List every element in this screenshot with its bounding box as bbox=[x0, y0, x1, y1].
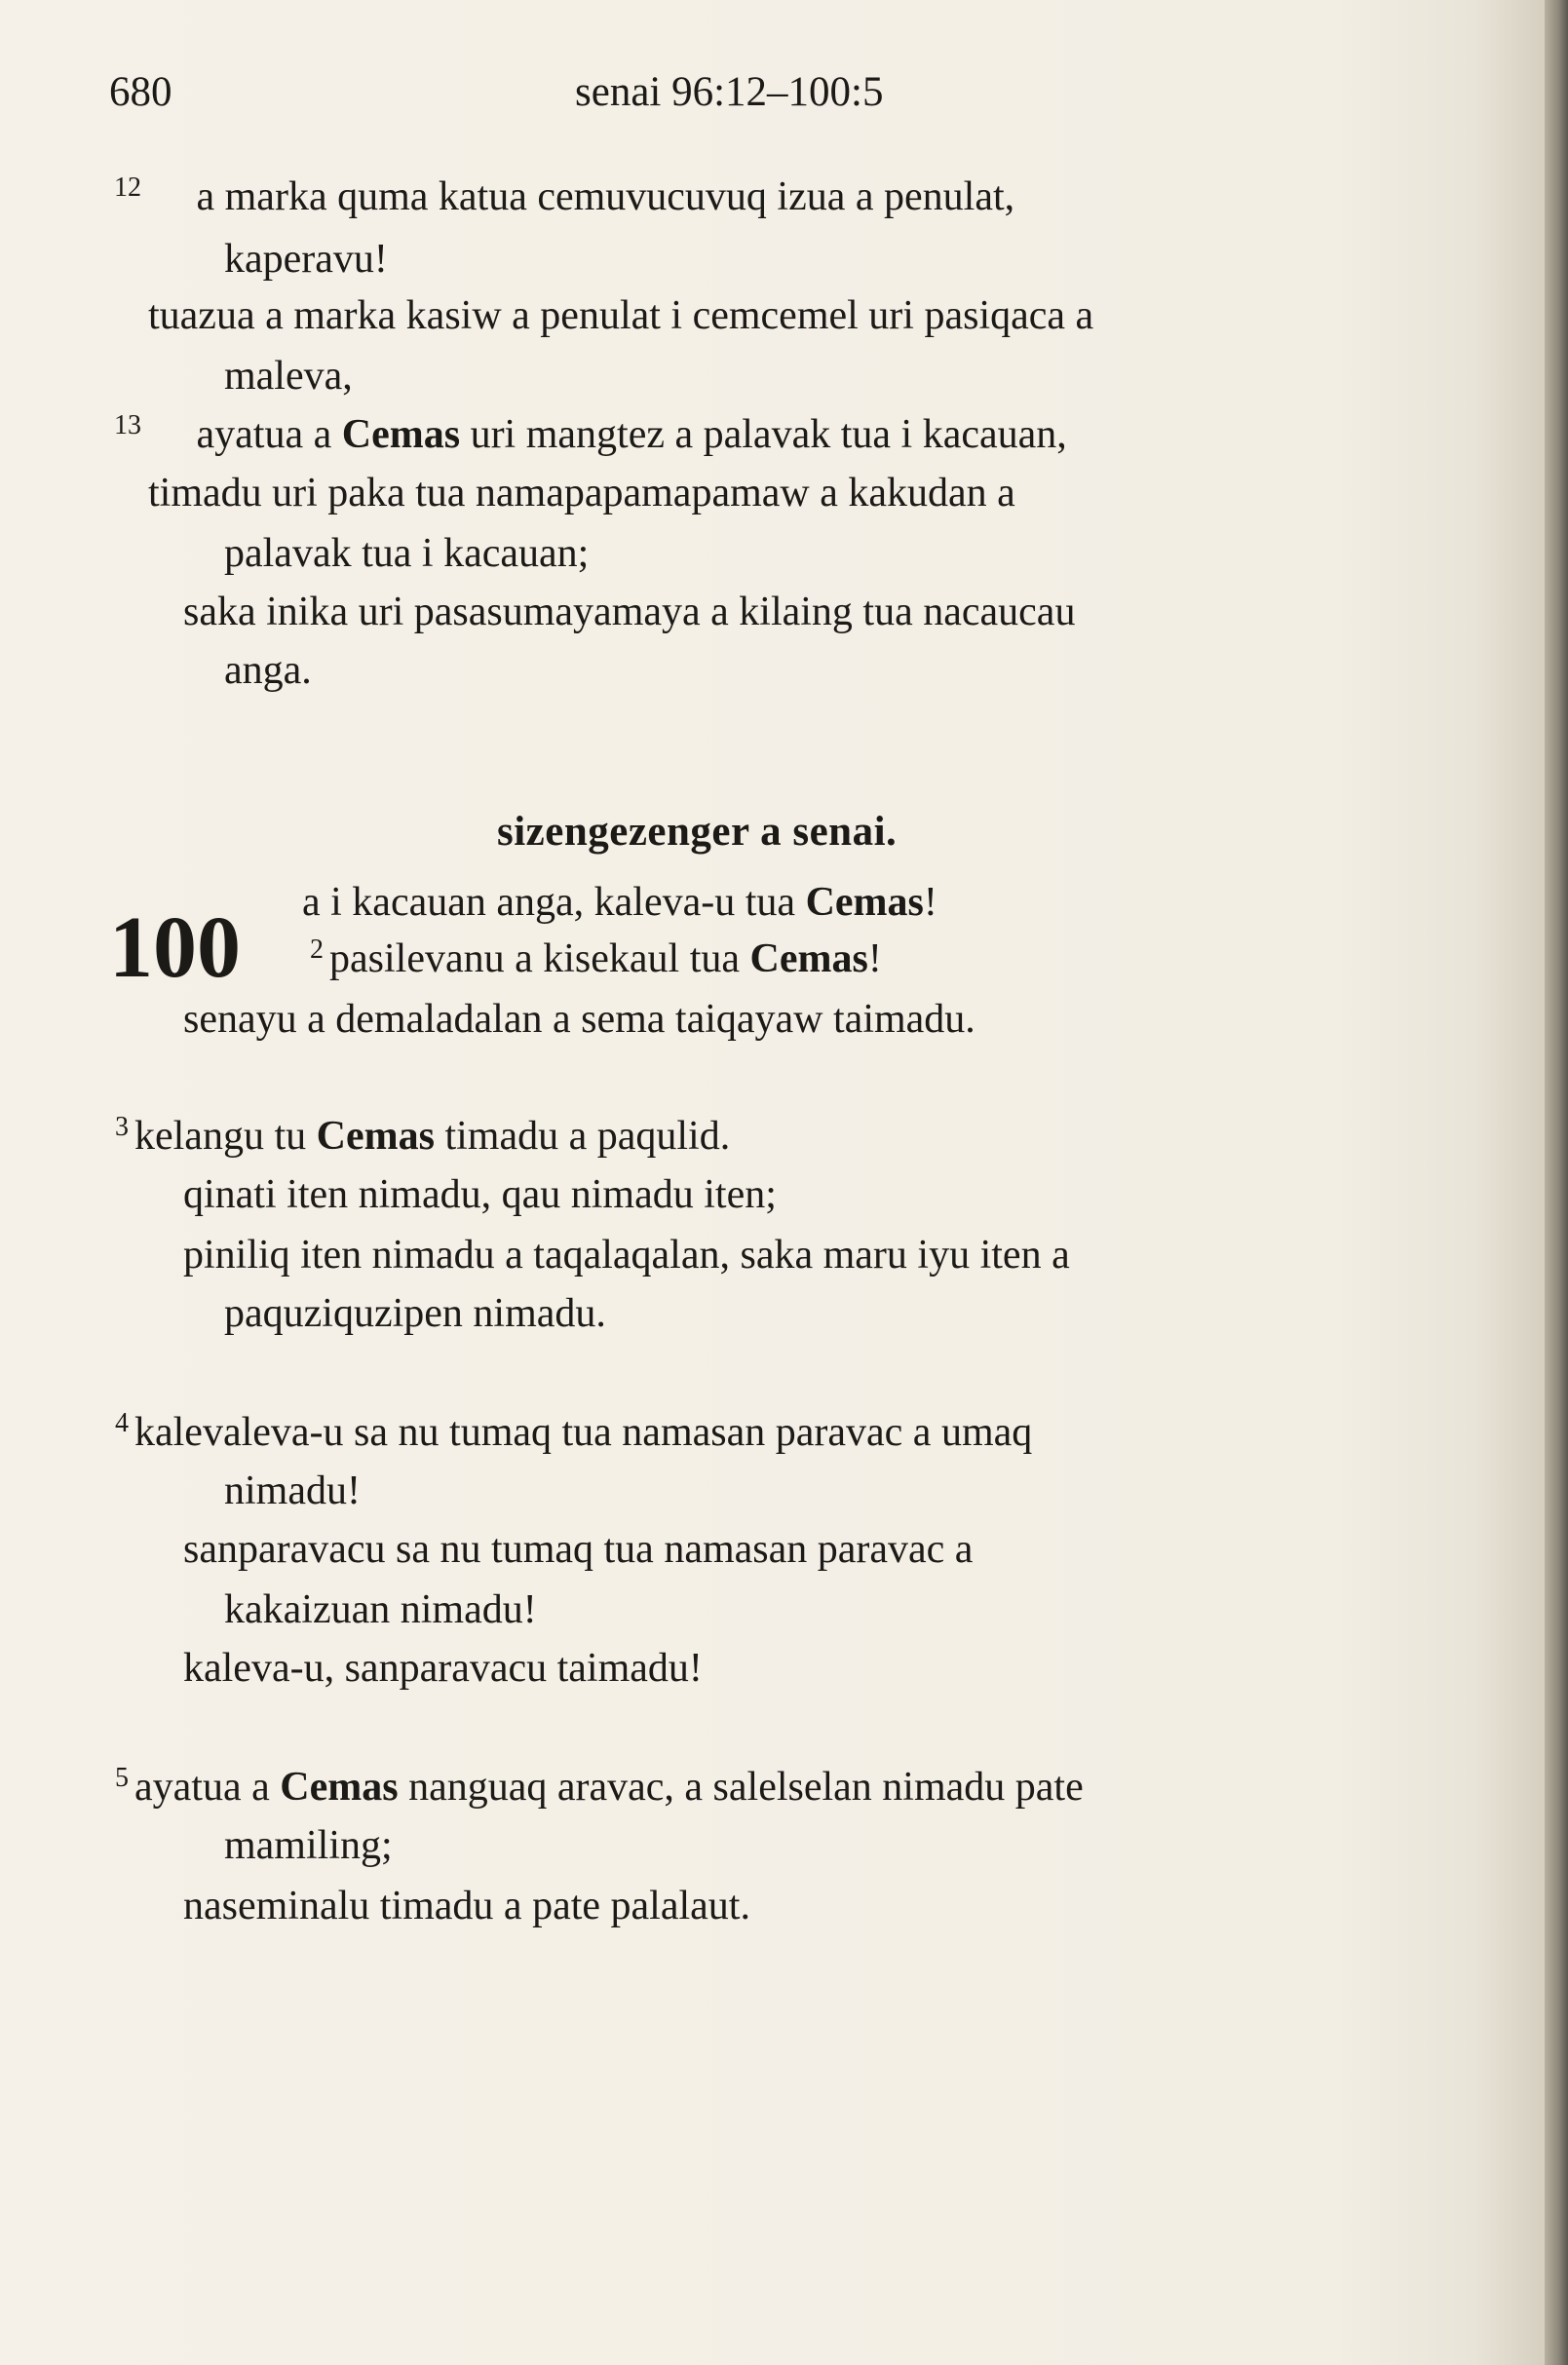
verse-13-line-1: $^{13}$ ayatua a Cemas uri mangtez a palavak tua i kacauan, bbox=[114, 410, 1067, 457]
show-through-text bbox=[107, 146, 1452, 2290]
verse-3-line-3: piniliq iten nimadu a taqalaqalan, saka maru iyu iten a bbox=[183, 1233, 1070, 1278]
divine-name: Cemas bbox=[280, 1765, 399, 1810]
verse-4-line-5: kaleva-u, sanparavacu taimadu! bbox=[183, 1646, 703, 1691]
verse-12-line-4: maleva, bbox=[224, 354, 353, 399]
divine-name: Cemas bbox=[805, 880, 924, 925]
verse-4-line-1: $^4$ kalevaleva-u sa nu tumaq tua namasan paravac a umaq bbox=[115, 1408, 1033, 1455]
running-title: senai 96:12–100:5 bbox=[575, 69, 884, 115]
chapter-number: 100 bbox=[109, 899, 241, 996]
psalm-title: sizengezenger a senai. bbox=[497, 809, 898, 855]
verse-13-line-4: saka inika uri pasasumayamaya a kilaing tua nacaucau bbox=[183, 590, 1076, 634]
verse-number: 13 bbox=[114, 410, 141, 440]
divine-name: Cemas bbox=[316, 1114, 435, 1159]
verse-5-line-3: naseminalu timadu a pate palalaut. bbox=[183, 1884, 750, 1928]
page-header bbox=[109, 58, 1393, 127]
verse-1-line-1: a i kacauan anga, kaleva-u tua Cemas! bbox=[302, 880, 937, 925]
verse-4-line-2: nimadu! bbox=[224, 1469, 361, 1513]
verse-12-line-1: $^{12}$ a marka quma katua cemuvucuvuq izua a penulat, bbox=[114, 172, 1015, 219]
verse-4-line-4: kakaizuan nimadu! bbox=[224, 1587, 537, 1632]
verse-3-line-4: paquziquzipen nimadu. bbox=[224, 1291, 606, 1336]
verse-2-line-1: $^2$ pasilevanu a kisekaul tua Cemas! bbox=[310, 935, 882, 981]
verse-4-line-3: sanparavacu sa nu tumaq tua namasan paravac a bbox=[183, 1527, 974, 1572]
verse-number: 12 bbox=[114, 172, 141, 203]
divine-name: Cemas bbox=[749, 936, 868, 981]
verse-5-line-2: mamiling; bbox=[224, 1823, 393, 1868]
verse-3-line-2: qinati iten nimadu, qau nimadu iten; bbox=[183, 1172, 777, 1217]
verse-13-line-2: timadu uri paka tua namapapamapamaw a kakudan a bbox=[148, 471, 1015, 515]
book-spine-edge bbox=[1545, 0, 1568, 2365]
verse-number: 5 bbox=[115, 1763, 129, 1793]
verse-number: 4 bbox=[115, 1408, 129, 1438]
verse-5-line-1: $^5$ ayatua a Cemas nanguaq aravac, a salelselan nimadu pate bbox=[115, 1763, 1084, 1810]
verse-2-line-2: senayu a demaladalan a sema taiqayaw taimadu. bbox=[183, 997, 975, 1042]
verse-13-line-5: anga. bbox=[224, 648, 312, 693]
verse-number: 2 bbox=[310, 935, 324, 965]
verse-12-line-2: kaperavu! bbox=[224, 237, 388, 282]
verse-13-line-3: palavak tua i kacauan; bbox=[224, 531, 590, 576]
verse-number: 3 bbox=[115, 1112, 129, 1142]
page-number: 680 bbox=[109, 69, 172, 115]
verse-12-line-3: tuazua a marka kasiw a penulat i cemcemel uri pasiqaca a bbox=[148, 293, 1094, 338]
divine-name: Cemas bbox=[341, 412, 461, 457]
verse-3-line-1: $^3$ kelangu tu Cemas timadu a paqulid. bbox=[115, 1112, 731, 1159]
